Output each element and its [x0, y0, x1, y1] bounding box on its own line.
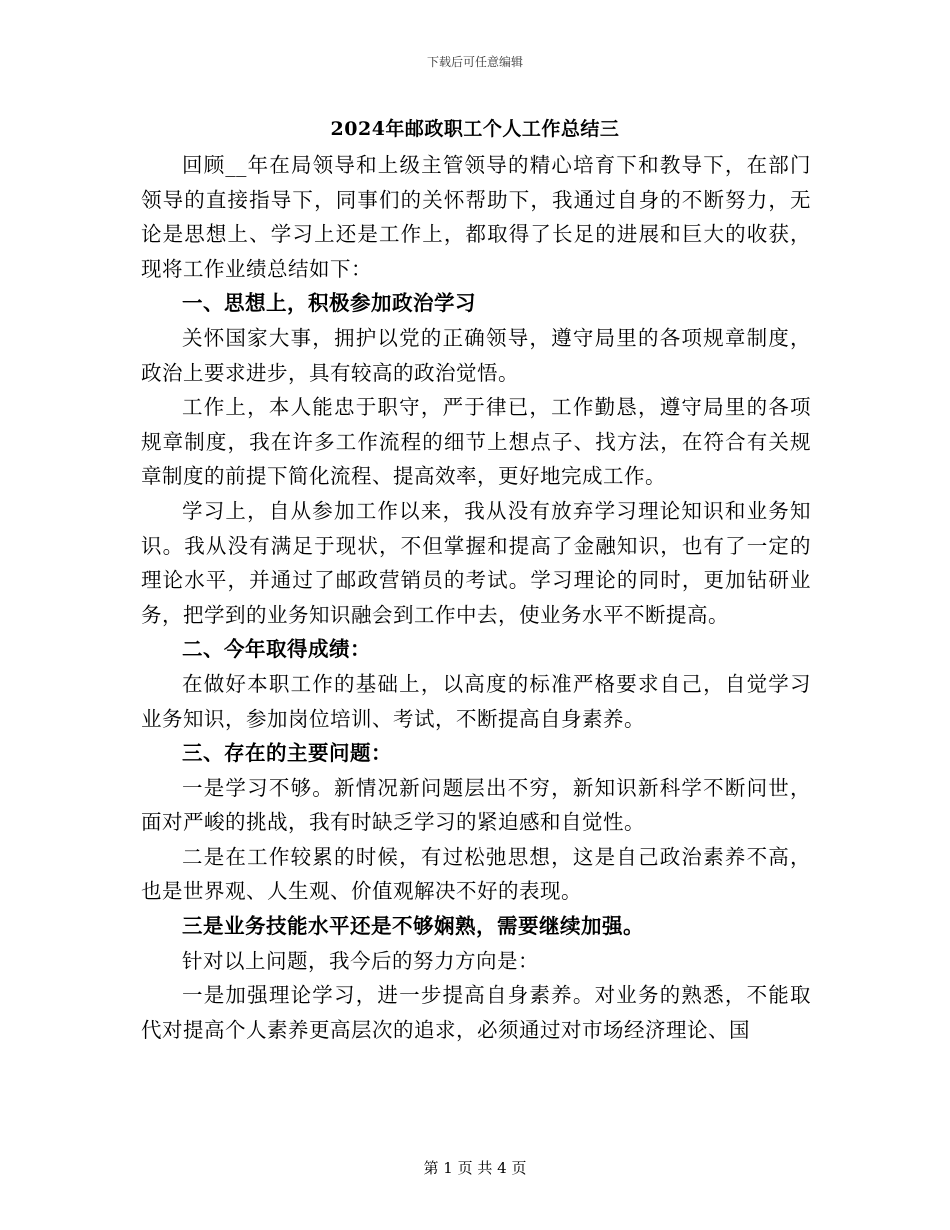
page-footer: 第 1 页 共 4 页: [423, 1159, 527, 1177]
paragraph: 针对以上问题，我今后的努力方向是：: [182, 948, 539, 973]
section-heading: 三、存在的主要问题：: [182, 741, 392, 766]
paragraph: 回顾__年在局领导和上级主管领导的精心培育下和教导下，在部门领导的直接指导下，同事们的关怀帮助下，我通过自身的不断努力，无论是思想上、学习上还是工作上，都取得了长足的进展和巨大的收获，现将工作业绩总结如下：: [141, 153, 811, 281]
document-body: [141, 148, 811, 1047]
paragraph: 二是在工作较累的时候，有过松弛思想，这是自己政治素养不高，也是世界观、人生观、价值观解决不好的表现。: [141, 844, 811, 904]
section-heading: 一、思想上，积极参加政治学习: [182, 291, 476, 316]
paragraph: 工作上，本人能忠于职守，严于律已，工作勤恳，遵守局里的各项规章制度，我在许多工作流程的细节上想点子、找方法，在符合有关规章制度的前提下简化流程、提高效率，更好地完成工作。: [141, 395, 811, 489]
header-note: 下载后可任意编辑: [426, 55, 523, 69]
paragraph: 学习上，自从参加工作以来，我从没有放弃学习理论知识和业务知识。我从没有满足于现状，不但掌握和提高了金融知识，也有了一定的理论水平，并通过了邮政营销员的考试。学习理论的同时，更加钻研业务，把学到的业务知识融会到工作中去，使业务水平不断提高。: [141, 498, 811, 627]
section-heading: 二、今年取得成绩：: [182, 637, 371, 662]
paragraph: 在做好本职工作的基础上，以高度的标准严格要求自己，自觉学习业务知识，参加岗位培训、考试，不断提高自身素养。: [141, 671, 811, 731]
paragraph: 一是学习不够。新情况新问题层出不穷，新知识新科学不断问世，面对严峻的挑战，我有时缺乏学习的紧迫感和自觉性。: [141, 775, 811, 835]
section-heading: 三是业务技能水平还是不够娴熟，需要继续加强。: [182, 914, 644, 939]
paragraph: 一是加强理论学习，进一步提高自身素养。对业务的熟悉，不能取代对提高个人素养更高层次的追求，必须通过对市场经济理论、国: [141, 983, 811, 1042]
document-title: 2024年邮政职工个人工作总结三: [330, 118, 620, 140]
paragraph: 关怀国家大事，拥护以党的正确领导，遵守局里的各项规章制度，政治上要求进步，具有较高的政治觉悟。: [141, 325, 811, 385]
